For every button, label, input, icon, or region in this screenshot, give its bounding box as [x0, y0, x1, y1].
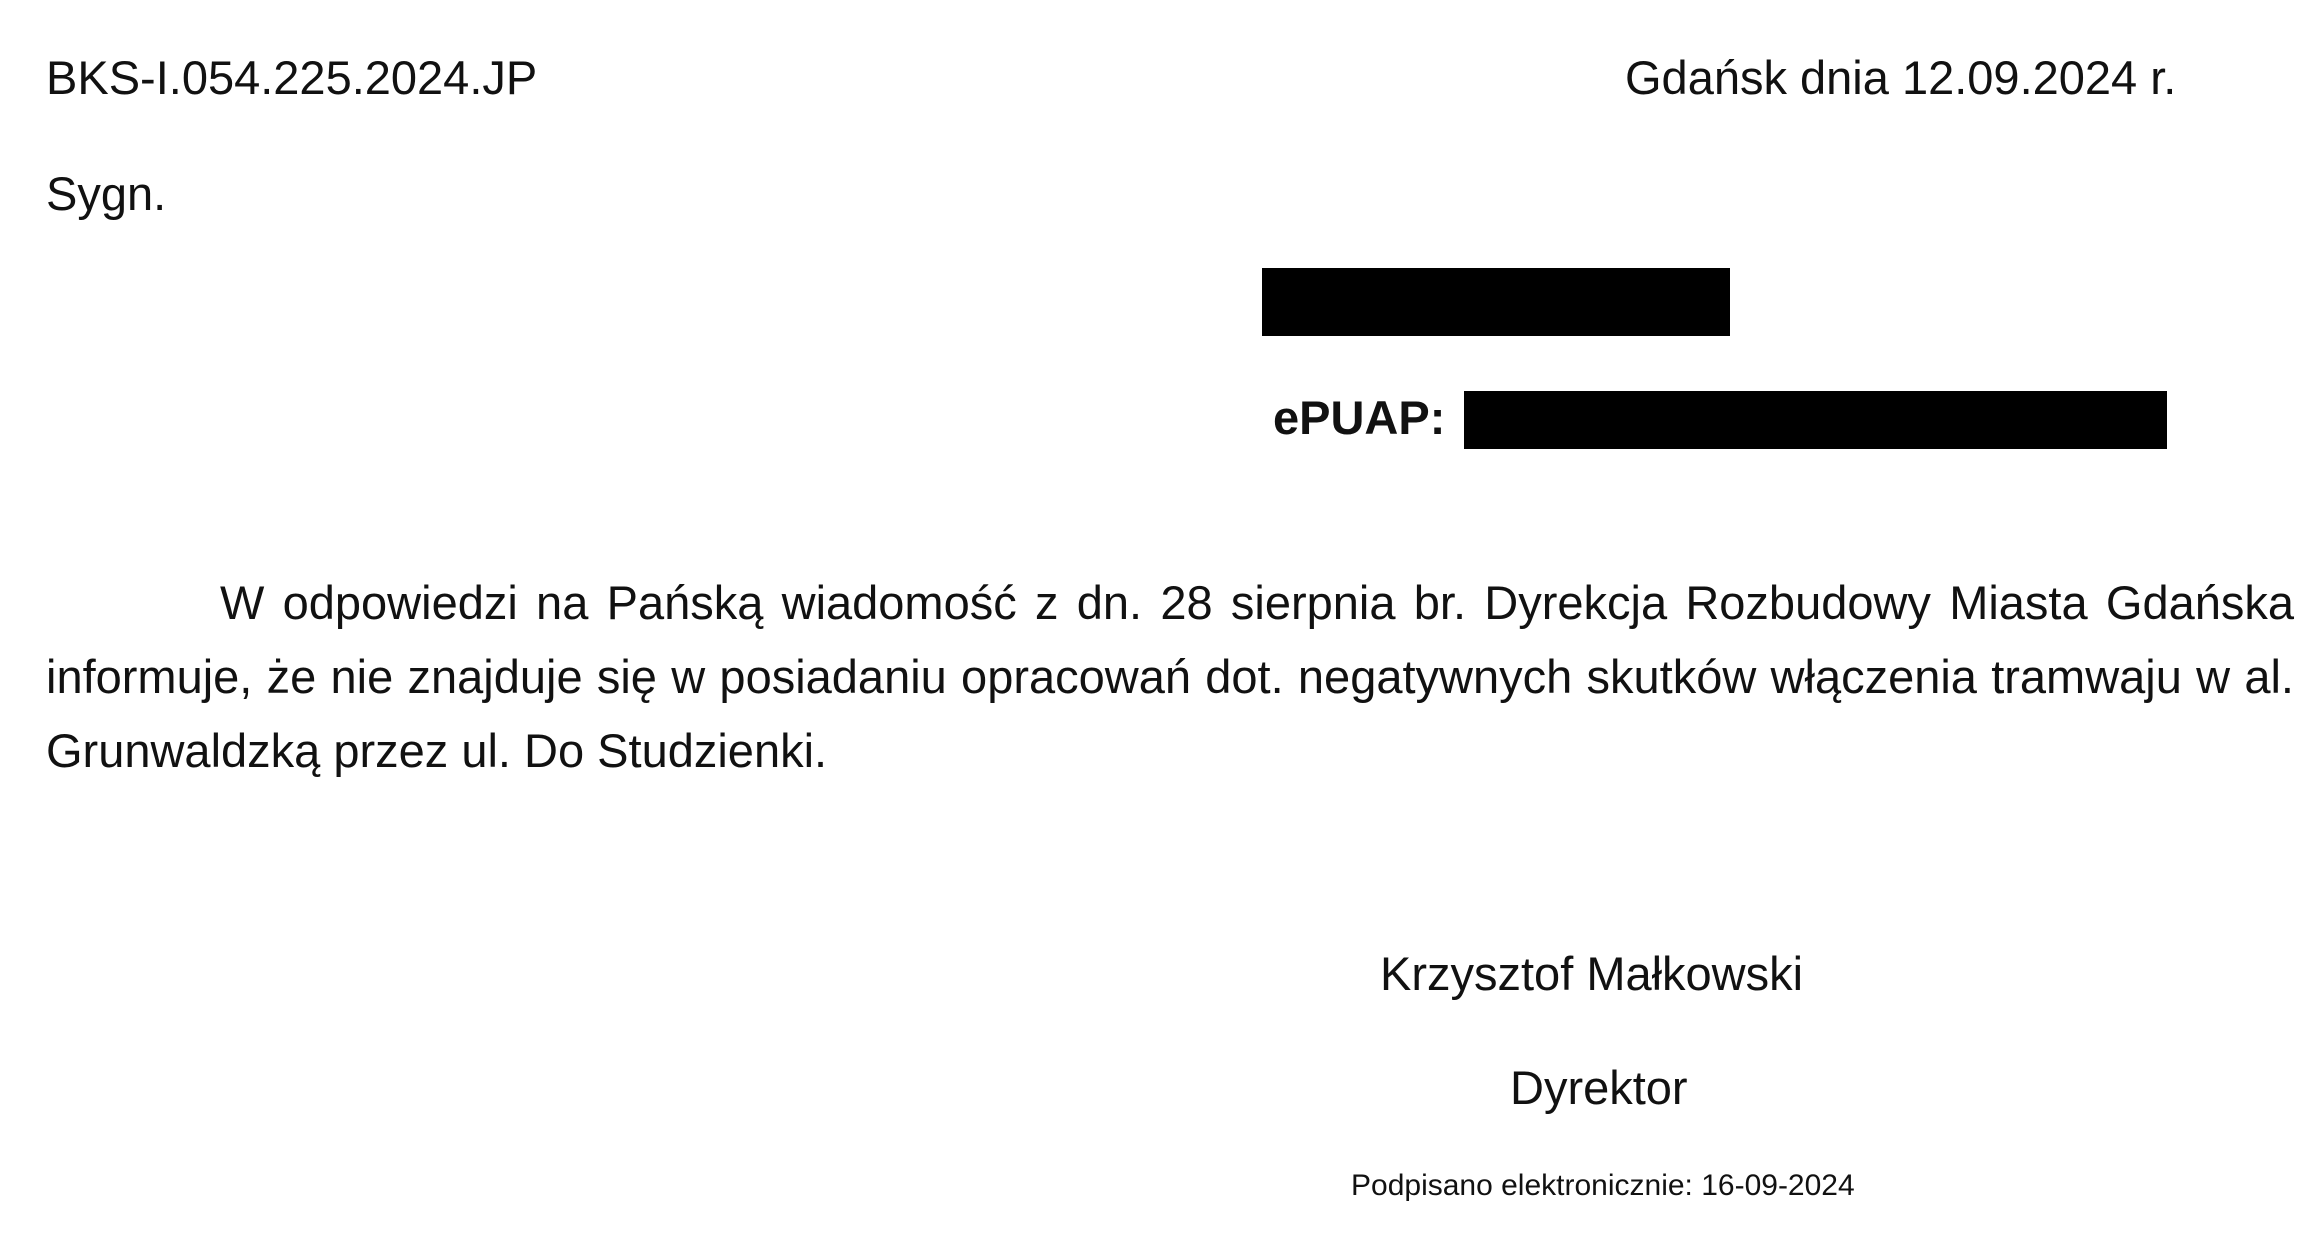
signer-name: Krzysztof Małkowski	[1380, 947, 1804, 1000]
letter-body-paragraph: W odpowiedzi na Pańską wiadomość z dn. 28 sierpnia br. Dyrekcja Rozbudowy Miasta Gdańska informuje, że nie znajduje się w posiadaniu opracowań dot. negatywnych skutków włączenia tramwaju w al. Grunwaldzką przez ul. Do Studzienki.	[46, 576, 2294, 777]
signer-title: Dyrektor	[1510, 1061, 1688, 1114]
reference-number: BKS-I.054.225.2024.JP	[46, 51, 538, 104]
redacted-recipient-name	[1262, 268, 1730, 336]
redacted-epuap-address	[1464, 391, 2167, 449]
epuap-label: ePUAP:	[1273, 391, 1446, 444]
signature-label: Sygn.	[46, 167, 167, 220]
place-and-date: Gdańsk dnia 12.09.2024 r.	[1625, 51, 2177, 104]
electronic-signature-note: Podpisano elektronicznie: 16-09-2024	[1351, 1169, 1855, 1202]
